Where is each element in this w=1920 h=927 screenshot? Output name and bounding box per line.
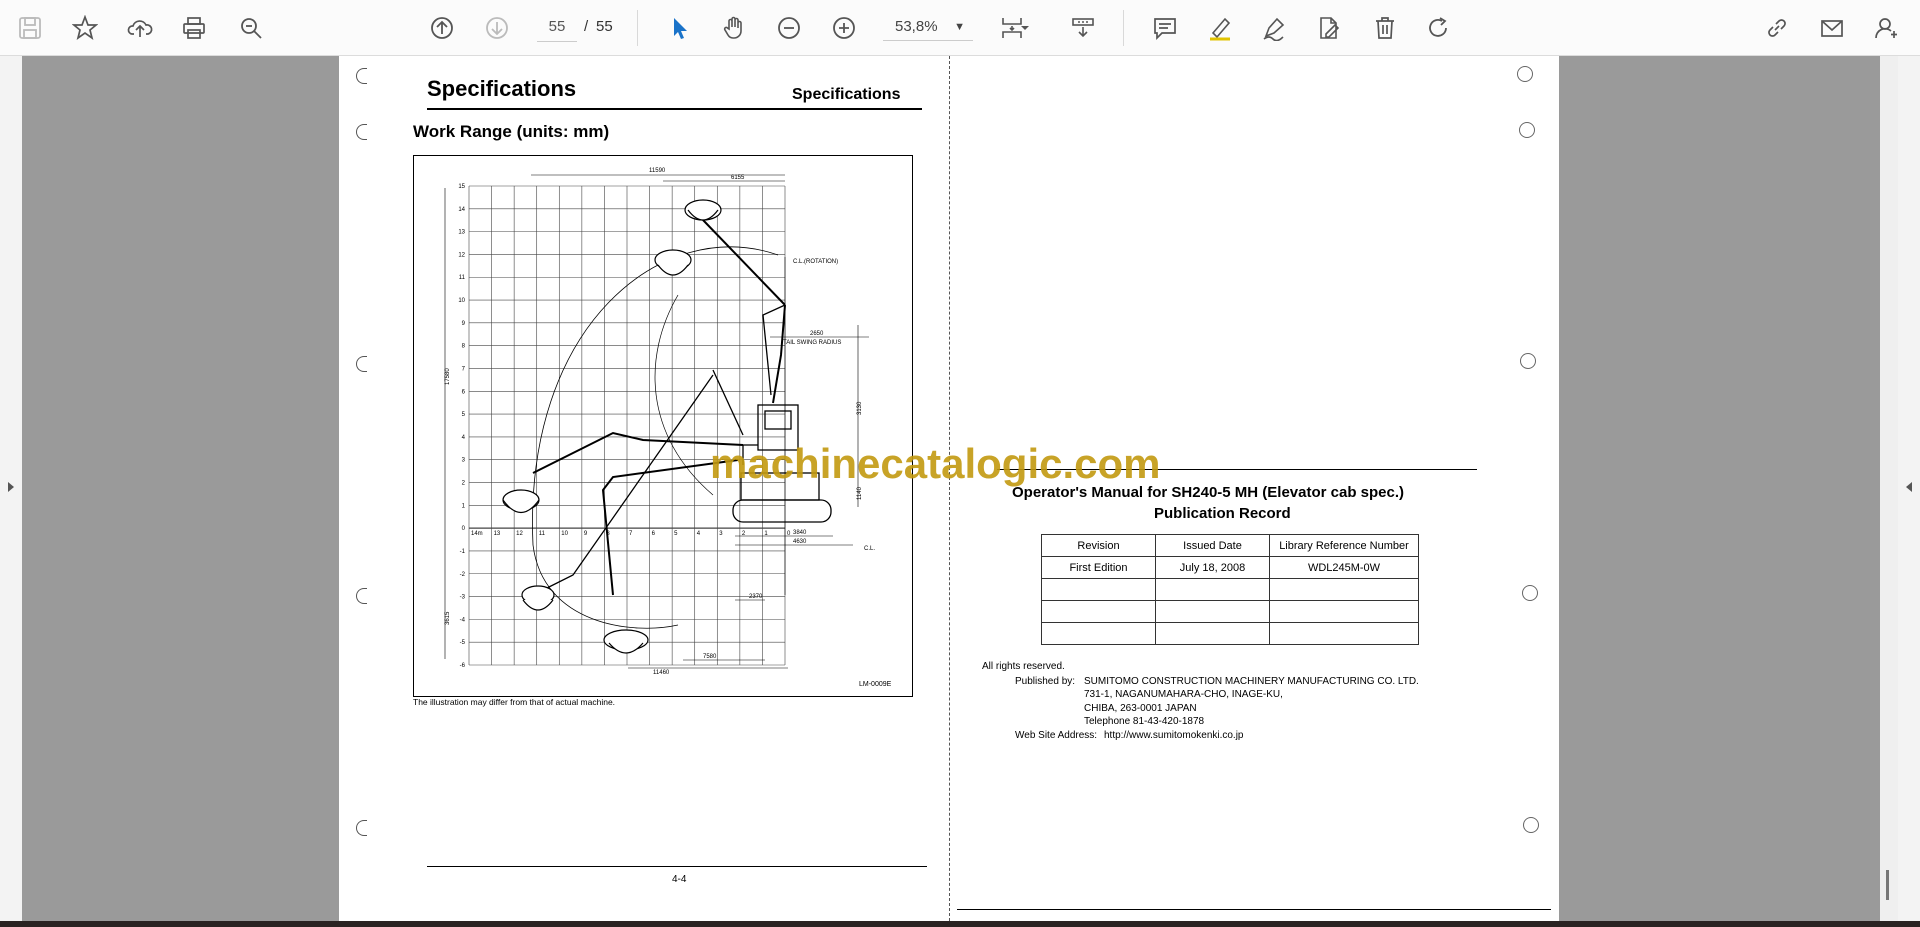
email-icon[interactable] [1816,12,1848,44]
x-tick-label: 2 [741,531,746,538]
website-url: http://www.sumitomokenki.co.jp [1104,730,1244,741]
previous-page-icon[interactable] [426,12,458,44]
table-header-row [1042,535,1419,557]
x-tick-label: 9 [583,531,588,538]
y-tick-label: 6 [461,389,465,396]
y-tick-label: 8 [461,343,465,350]
table-cell [1156,623,1270,645]
table-row [1042,557,1419,579]
dim-3840: 3840 [793,530,807,536]
dim-3615: 3615 [445,611,451,625]
x-tick-label: 6 [651,531,655,538]
y-tick-label: -5 [459,640,465,647]
binder-hole [1522,585,1538,601]
dim-6155: 6155 [731,175,745,181]
page-number-input[interactable]: 55 [537,13,577,42]
y-tick-label: 13 [458,229,465,236]
table-cell: WDL245M-0W [1270,557,1419,579]
x-tick-label: 10 [561,531,568,538]
y-tick-label: 15 [458,184,465,190]
scrollbar-thumb[interactable] [1886,870,1889,900]
binder-hole [1523,817,1539,833]
binder-hole [356,356,367,372]
table-row [1042,623,1419,645]
y-tick-label: 12 [458,252,465,259]
zoom-level-select[interactable] [883,13,973,41]
table-cell [1042,579,1156,601]
table-cell [1270,623,1419,645]
y-tick-label: -3 [459,594,465,601]
table-cell: July 18, 2008 [1156,557,1270,579]
zoom-search-icon[interactable] [235,12,267,44]
y-tick-label: -2 [459,571,465,578]
diagram-caption: The illustration may differ from that of actual machine. [413,697,616,707]
user-account-icon[interactable] [1871,12,1903,44]
website-label: Web Site Address: [1015,730,1098,741]
table-header-cell: Revision [1042,535,1156,557]
x-tick-label: 13 [493,531,501,538]
table-row [1042,601,1419,623]
chevron-right-icon [6,480,16,494]
x-tick-label: 12 [516,531,523,538]
y-tick-label: 9 [461,320,465,327]
zoom-value: 53,8% [895,18,938,35]
y-tick-label: 11 [458,275,465,282]
next-page-icon[interactable] [481,12,513,44]
highlight-pen-icon[interactable] [1204,12,1236,44]
dim-11590: 11590 [649,168,666,174]
taskbar-edge [0,921,1920,927]
binder-hole [356,820,367,836]
work-range-diagram [413,155,913,697]
x-tick-label: 3 [719,531,723,538]
document-page [339,56,1559,921]
dim-17580: 17580 [445,368,451,385]
fit-dropdown-chevron-icon[interactable] [1018,12,1032,44]
share-link-icon[interactable] [1761,12,1793,44]
table-header-cell: Issued Date [1156,535,1270,557]
x-tick-label: 7 [629,531,633,538]
table-cell: First Edition [1042,557,1156,579]
manual-title: Operator's Manual for SH240-5 MH (Elevator cab spec.) [1012,484,1405,501]
scrolling-mode-icon[interactable] [1067,12,1099,44]
y-tick-label: 3 [461,457,465,464]
footer-rule [427,866,927,867]
y-tick-label: 10 [458,298,465,305]
x-tick-label: 4 [696,531,701,538]
dim-11460: 11460 [653,670,670,676]
comment-icon[interactable] [1149,12,1181,44]
save-icon[interactable] [14,12,46,44]
dim-7580: 7580 [703,654,717,660]
publication-record-table [1041,534,1419,645]
x-tick-label: 0 [787,531,791,538]
delete-trash-icon[interactable] [1369,12,1401,44]
table-cell [1156,601,1270,623]
print-icon[interactable] [178,12,210,44]
x-tick-label: 8 [606,531,610,538]
label-cl: C.L. [864,546,876,552]
y-tick-label: -4 [459,617,465,624]
label-cl-rotation: C.L.(ROTATION) [793,259,839,265]
published-by-label: Published by: [1015,676,1076,687]
chevron-left-icon [1904,480,1914,494]
page-header-title: Specifications [427,76,577,101]
edit-document-icon[interactable] [1313,12,1345,44]
left-panel-toggle[interactable] [0,56,22,921]
page-total: 55 [596,18,613,35]
y-tick-label: 1 [461,503,465,510]
table-cell [1270,601,1419,623]
bookmark-star-icon[interactable] [69,12,101,44]
dim-4630: 4630 [793,539,807,545]
y-tick-label: 14 [458,206,465,213]
y-tick-label: -6 [459,663,465,669]
binder-hole [356,68,367,84]
y-tick-label: 5 [461,412,465,419]
label-tail-swing-radius: TAIL SWING RADIUS [783,340,842,346]
table-cell [1270,579,1419,601]
rights-text: All rights reserved. [982,661,1065,672]
toolbar-divider [1123,10,1124,46]
right-panel-toggle[interactable] [1898,56,1920,921]
vertical-scrollbar[interactable] [1880,56,1898,921]
rotate-redo-icon[interactable] [1423,12,1455,44]
x-tick-label: 14m [471,531,483,538]
publisher-line: SUMITOMO CONSTRUCTION MACHINERY MANUFACTURING CO. LTD. [1084,676,1419,687]
watermark-text: machinecatalogic.com [710,440,1161,487]
dim-2650: 2650 [810,331,824,337]
zoom-in-icon[interactable] [828,12,860,44]
page-number: 4-4 [672,874,687,885]
footer-rule [957,909,1551,910]
page-separator: / [584,18,589,35]
y-tick-label: -1 [459,548,465,555]
hand-tool-icon[interactable] [718,12,750,44]
x-tick-label: 11 [538,531,545,538]
table-cell [1042,623,1156,645]
upload-cloud-icon[interactable] [124,12,156,44]
publisher-line: CHIBA, 263-0001 JAPAN [1084,703,1197,714]
zoom-out-icon[interactable] [773,12,805,44]
page-header-right: Specifications [792,86,901,103]
x-tick-label: 1 [764,531,768,538]
table-cell [1156,579,1270,601]
select-cursor-icon[interactable] [664,12,696,44]
binder-hole [356,124,367,140]
binder-hole [1520,353,1536,369]
table-row [1042,579,1419,601]
publisher-line: Telephone 81-43-420-1878 [1084,716,1205,727]
dim-3130: 3130 [857,401,863,415]
table-cell [1042,601,1156,623]
x-tick-label: 5 [674,531,678,538]
publisher-line: 731-1, NAGANUMAHARA-CHO, INAGE-KU, [1084,689,1283,700]
toolbar-divider [637,10,638,46]
binder-hole [1517,66,1533,82]
chevron-down-icon: ▼ [954,21,965,33]
y-tick-label: 0 [461,526,465,533]
binder-hole [1519,122,1535,138]
diagram-code: LM-0009E [859,681,892,688]
section-title: Work Range (units: mm) [413,122,610,141]
spread-fold-line [949,56,950,921]
publication-record-title: Publication Record [1154,505,1291,522]
table-header-cell: Library Reference Number [1270,535,1419,557]
dim-1140: 1140 [857,487,863,500]
y-tick-label: 2 [461,480,465,487]
y-tick-label: 4 [461,434,465,441]
header-rule [427,108,922,110]
dim-2370: 2370 [749,594,763,600]
binder-hole [356,588,367,604]
draw-pen-icon[interactable] [1258,12,1290,44]
y-tick-label: 7 [461,366,465,373]
toolbar [0,0,1920,56]
